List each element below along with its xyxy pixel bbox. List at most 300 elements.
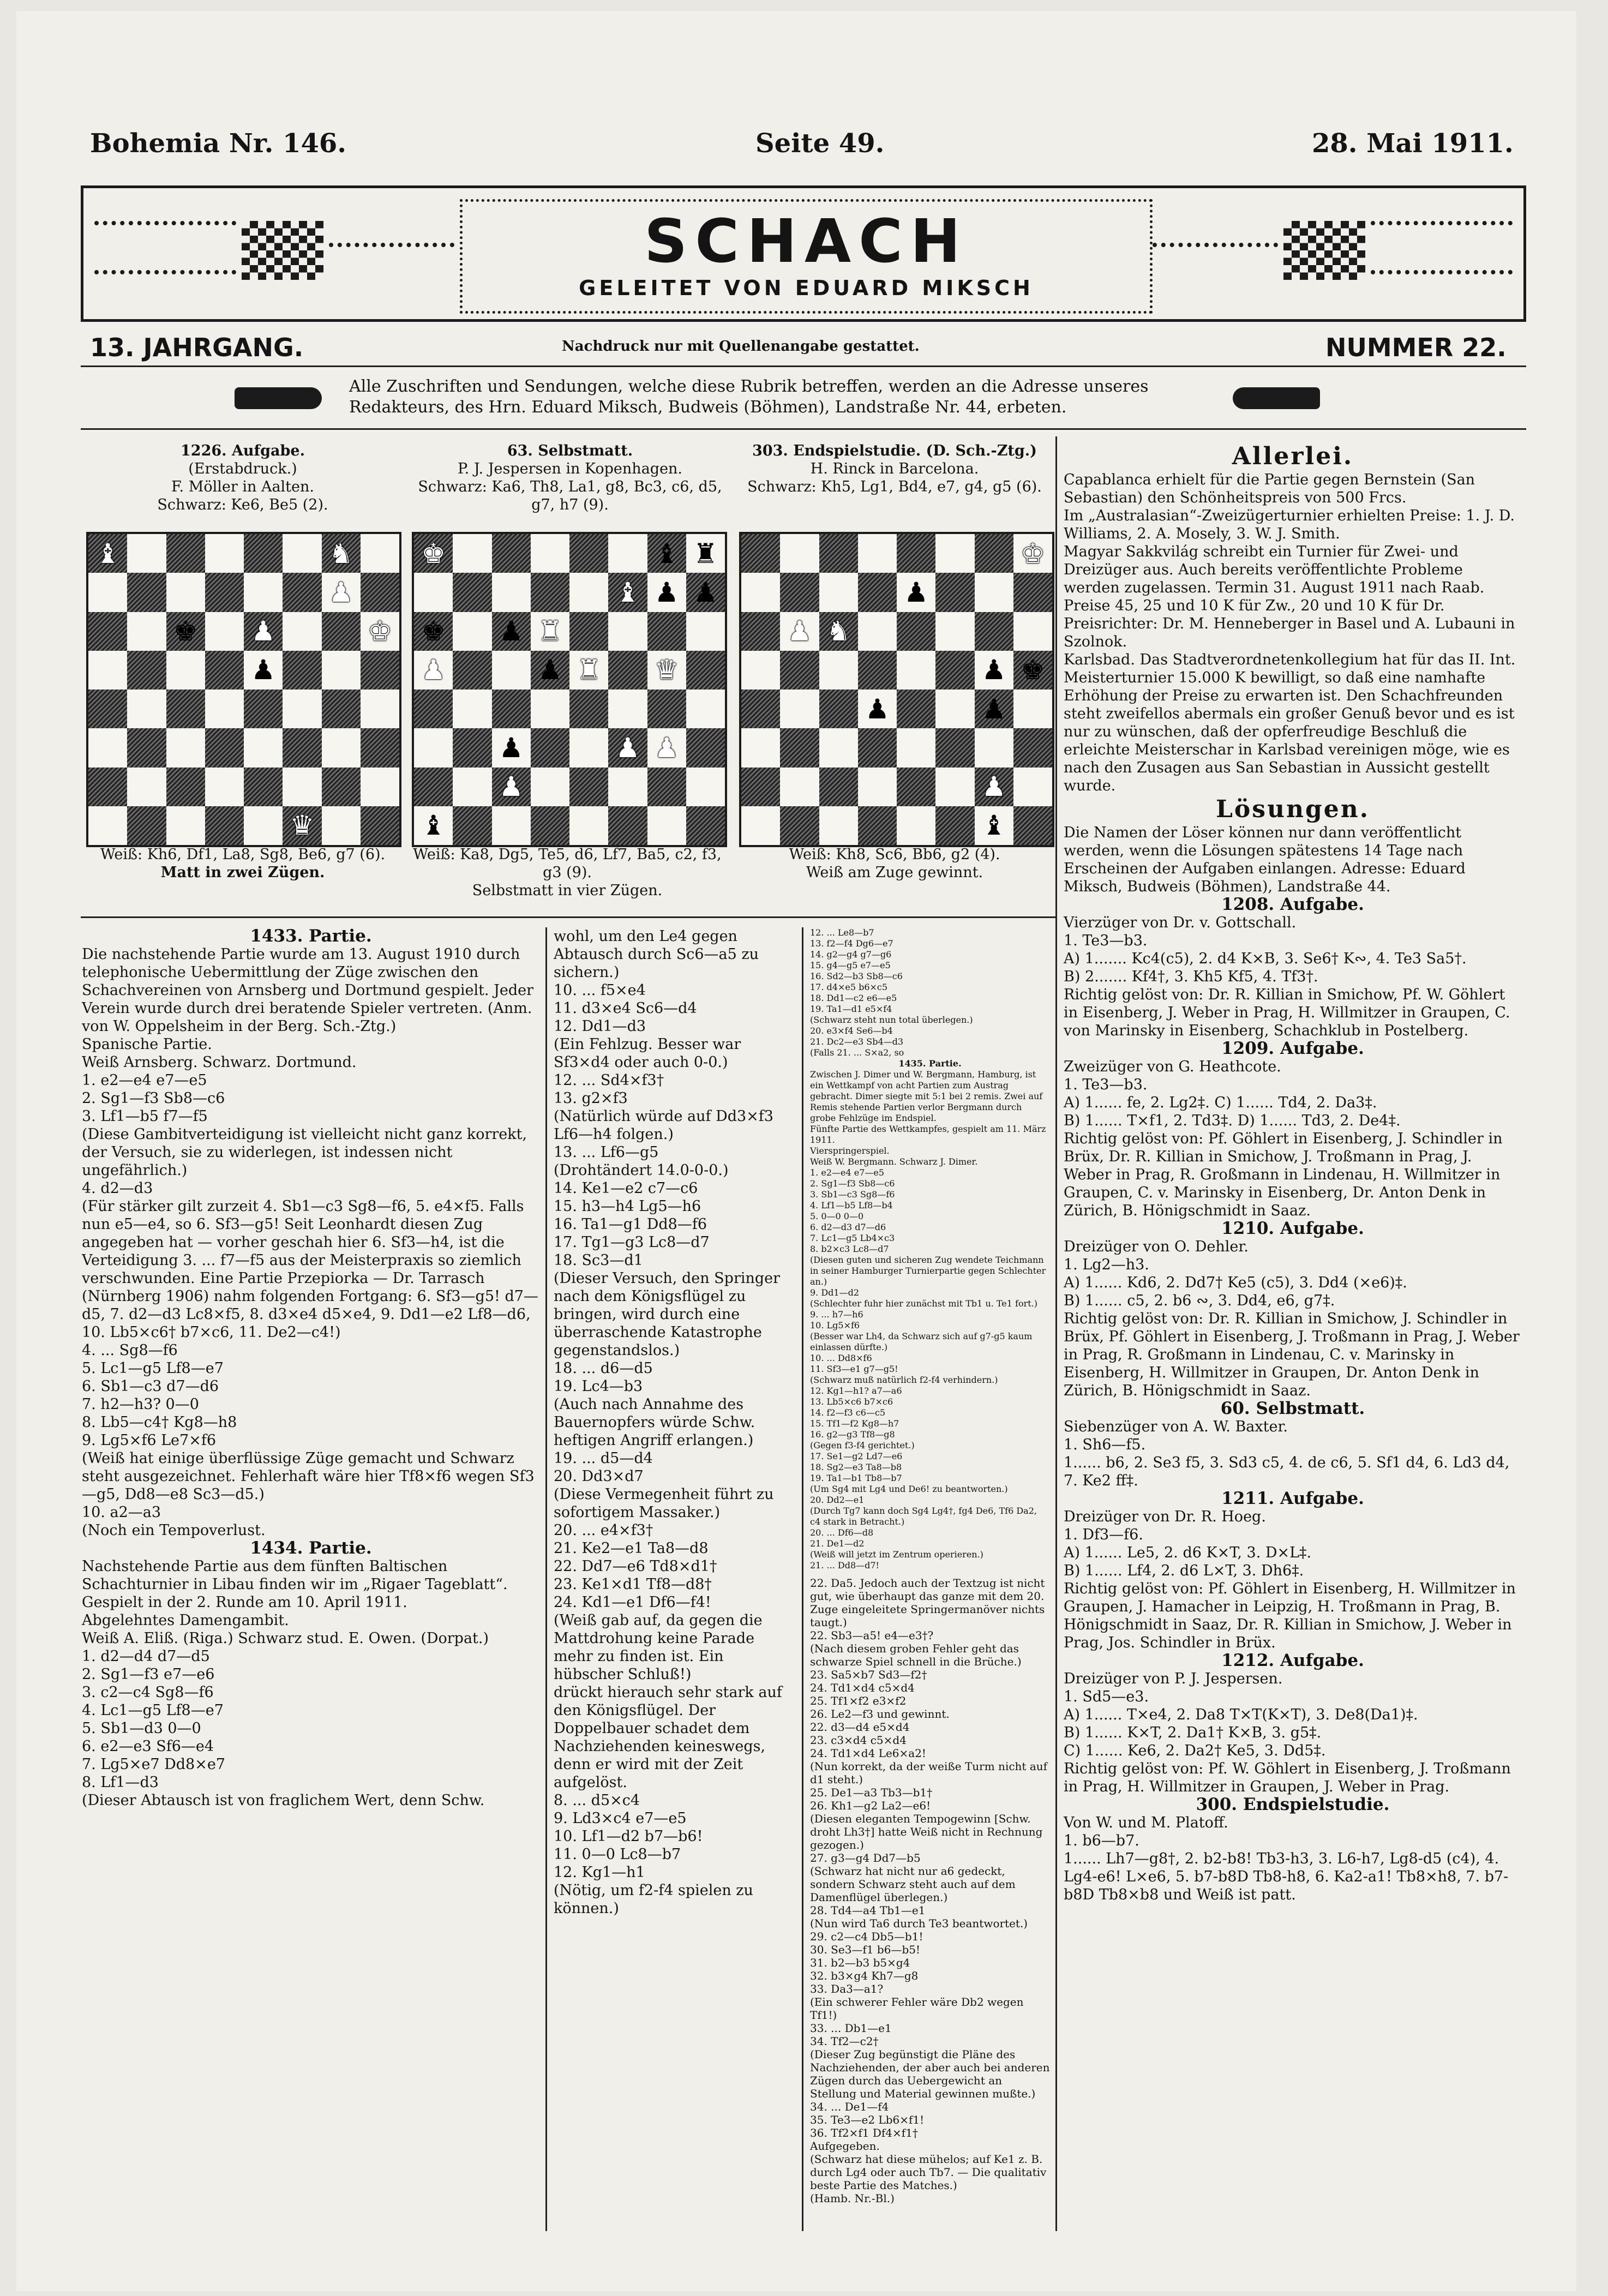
address-line-2: Redakteurs, des Hrn. Eduard Miksch, Budweis (Böhmen), Landstraße Nr. 44, erbeten. — [349, 398, 1067, 417]
board-square — [127, 806, 166, 845]
board-square — [322, 573, 361, 612]
chess-piece-icon: ♞ — [826, 615, 851, 648]
board-square — [608, 534, 647, 573]
jahrgang: 13. JAHRGANG. — [90, 333, 304, 362]
text-line: (Schwarz hat diese mühelos; auf Ke1 z. B. durch Lg4 oder auch Tb7. — Die qualitativ beste Partie des Matches.) — [810, 2153, 1047, 2192]
chess-piece-icon: ♟ — [981, 654, 1006, 686]
text-line: A) 1....... Kc4(c5), 2. d4 K×B, 3. Se6† K∾, 4. Te3 Sa5†. — [1064, 950, 1467, 967]
text-line: (Dieser Abtausch ist von fraglichem Wert, denn Schw. — [82, 1792, 485, 1809]
problem-1-footer — [76, 846, 409, 882]
board-square — [88, 612, 127, 651]
text-line: 9. Ld3×c4 e7—e5 — [554, 1810, 687, 1827]
text-line: (Diese Gambitverteidigung ist vielleicht nicht ganz korrekt, der Versuch, sie zu widerlegen, ist indessen nicht ungefährlich.) — [82, 1126, 527, 1179]
text-line: 22. d3—d4 e5×d4 — [810, 1720, 910, 1734]
text-line: 33. ... Db1—e1 — [810, 2022, 892, 2035]
text-line: 16. g2—g3 Tf8—g8 — [810, 1429, 895, 1440]
board-square — [414, 806, 453, 845]
text-line: Zwischen J. Dimer und W. Bergmann, Hamburg, ist ein Wettkampf von acht Partien zum Austrag gebracht. Dimer siegte mit 5:1 bei 2 remis. Zwei auf Remis stehende Partien verlor Bergmann durch grobe Fehlzüge im Endspiel. — [810, 1069, 1043, 1123]
banner-dots — [94, 221, 236, 225]
board-square — [127, 768, 166, 806]
text-line: B) 1...... c5, 2. b6 ∾, 3. Dd4, e6, g7‡. — [1064, 1292, 1335, 1309]
text-line: 4. Lc1—g5 Lf8—e7 — [82, 1702, 224, 1719]
text-line: 11. Sf3—e1 g7—g5! — [810, 1364, 898, 1374]
text-line: 34. Tf2—c2† — [810, 2035, 879, 2048]
text-line: 5. Lc1—g5 Lf8—e7 — [82, 1360, 224, 1377]
board-square — [608, 768, 647, 806]
board-square — [935, 534, 974, 573]
banner-dots — [329, 243, 454, 247]
chess-piece-icon: ♟ — [499, 732, 524, 764]
board-square — [780, 612, 819, 651]
text-line: (Nach diesem groben Fehler geht das schwarze Spiel schnell in die Brüche.) — [810, 1642, 1022, 1668]
text-line: B) 1...... T×f1, 2. Td3‡. D) 1...... Td3, 2. De4‡. — [1064, 1112, 1401, 1129]
board-square — [897, 768, 935, 806]
chess-diagram-1 — [86, 532, 401, 847]
chess-piece-icon: ♟ — [251, 654, 276, 686]
board-square — [322, 728, 361, 767]
text-line: B) 1...... Lf4, 2. d6 L×T, 3. Dh6‡. — [1064, 1562, 1304, 1579]
reprint-note: Nachdruck nur mit Quellenangabe gestattet. — [562, 338, 920, 355]
chess-piece-icon: ♜ — [577, 654, 602, 686]
board-square — [361, 806, 399, 845]
text-line: (Weiß hat einige überflüssige Züge gemacht und Schwarz steht ausgezeichnet. Fehlerhaft wäre hier Tf8×f6 wegen Sf3—g5, Dd8—e8 Sc3—d5.) — [82, 1450, 535, 1503]
board-square — [166, 573, 205, 612]
board-square — [780, 651, 819, 690]
board-square — [819, 651, 858, 690]
text-line: 23. Ke1×d1 Tf8—d8† — [554, 1576, 712, 1593]
board-square — [322, 806, 361, 845]
chess-piece-icon: ♟ — [499, 615, 524, 648]
board-square — [647, 690, 686, 728]
chess-piece-icon: ♟ — [693, 576, 718, 608]
board-square — [205, 651, 244, 690]
column-game-1433 — [82, 927, 540, 1809]
problem-source: (Erstabdruck.) — [188, 460, 297, 477]
board-square — [127, 573, 166, 612]
issue-number: NUMMER 22. — [1325, 333, 1507, 362]
text-line: 5. 0—0 0—0 — [810, 1211, 864, 1221]
text-line: Dreizüger von O. Dehler. — [1064, 1238, 1249, 1255]
board-square — [975, 806, 1013, 845]
board-square — [897, 573, 935, 612]
board-square — [975, 728, 1013, 767]
text-line: 13. ... Lf6—g5 — [554, 1144, 659, 1161]
chess-piece-icon: ♝ — [421, 810, 446, 842]
board-square — [166, 534, 205, 573]
text-line: 19. Ta1—b1 Tb8—b7 — [810, 1473, 902, 1483]
board-square — [780, 573, 819, 612]
board-square — [322, 690, 361, 728]
text-line: (Drohtändert 14.0-0-0.) — [554, 1162, 729, 1179]
column-game-1433-cont — [554, 927, 796, 1917]
problem-white: Weiß: Kh6, Df1, La8, Sg8, Be6, g7 (6). — [100, 846, 386, 863]
board-square — [492, 651, 531, 690]
text-line: 26. Le2—f3 und gewinnt. — [810, 1707, 950, 1720]
board-square — [361, 534, 399, 573]
text-line: 6. e2—e3 Sf6—e4 — [82, 1738, 214, 1755]
board-square — [819, 728, 858, 767]
text-line: Richtig gelöst von: Dr. R. Killian in Smichow, J. Schindler in Brüx, Pf. Göhlert in Eisenberg, J. Troßmann in Prag, J. Weber in Prag, R. Großmann in Lindenau, C. v. Marinsky in Eisenberg, H. Willmitzer in Graupen, Dr. Anton Denk in Zürich, B. Hönigschmidt in Saaz. — [1064, 1310, 1520, 1399]
board-square — [569, 806, 608, 845]
text-line: 1...... Lh7—g8†, 2. b2-b8! Tb3-h3, 3. L6-h7, Lg8-d5 (c4), 4. Lg4-e6! L×e6, 5. b7-b8D Tb8-h8, 6. Ka2-a1! Tb8×h8, 7. b7-b8D Tb8×b8 und Weiß ist patt. — [1064, 1850, 1509, 1903]
board-square — [531, 573, 569, 612]
board-square — [453, 612, 491, 651]
text-line: 1. Sh6—f5. — [1064, 1436, 1146, 1453]
board-square — [1013, 728, 1052, 767]
board-square — [244, 728, 283, 767]
board-square — [127, 651, 166, 690]
text-line: B) 1...... K×T, 2. Da1† K×B, 3. g5‡. — [1064, 1724, 1322, 1741]
text-line: Richtig gelöst von: Pf. Göhlert in Eisenberg, J. Schindler in Brüx, Dr. R. Killian in Smichow, J. Troßmann in Prag, J. Weber in Prag, R. Großmann in Lindenau, H. Willmitzer in Graupen, C. v. Marinsky in Eisenberg, Dr. Anton Denk in Zürich, B. Hönigschmidt in Saaz. — [1064, 1130, 1503, 1219]
text-line: Vierzüger von Dr. v. Gottschall. — [1064, 914, 1297, 931]
chess-piece-icon: ♛ — [290, 810, 315, 842]
text-line: (Schwarz muß natürlich f2-f4 verhindern.) — [810, 1375, 998, 1385]
board-square — [819, 806, 858, 845]
text-line: (Nun korrekt, da der weiße Turm nicht auf d1 steht.) — [810, 1760, 1048, 1786]
text-line: (Diese Vermegenheit führt zu sofortigem Massaker.) — [554, 1486, 774, 1521]
board-square — [780, 806, 819, 845]
board-square — [127, 612, 166, 651]
board-square — [819, 573, 858, 612]
board-square — [244, 612, 283, 651]
column-rule — [545, 927, 547, 2231]
text-line: Magyar Sakkvilág schreibt ein Turnier für Zwei- und Dreizüger aus. Auch bereits veröffentlichte Probleme werden zugelassen. Termin 31. August 1911 nach Raab. Preise 45, 25 und 10 K für Zw., 20 und 10 K für Dr. Preisrichter: Dr. M. Henneberger in Basel und A. Lubauni in Szolnok. — [1064, 543, 1515, 650]
chess-piece-icon: ♛ — [654, 654, 679, 686]
text-line: 19. Lc4—b3 — [554, 1378, 643, 1395]
board-square — [205, 534, 244, 573]
board-square — [322, 768, 361, 806]
chess-piece-icon: ♝ — [95, 537, 121, 569]
board-square — [741, 806, 780, 845]
text-line: Weiß A. Eliß. (Riga.) Schwarz stud. E. Owen. (Dorpat.) — [82, 1630, 489, 1647]
text-line: (Diesen eleganten Tempogewinn [Schw. droht Lh3†] hatte Weiß nicht in Rechnung gezogen.) — [810, 1812, 1043, 1851]
board-square — [492, 806, 531, 845]
text-line: 15. g4—g5 e7—e5 — [810, 960, 891, 970]
text-line: 1. Lg2—h3. — [1064, 1256, 1149, 1273]
text-line: (Natürlich würde auf Dd3×f3 Lf6—h4 folgen.) — [554, 1108, 773, 1143]
text-line: 7. h2—h3? 0—0 — [82, 1396, 199, 1413]
text-line: Weiß W. Bergmann. Schwarz J. Dimer. — [810, 1156, 978, 1167]
text-line: wohl, um den Le4 gegen Abtausch durch Sc6—a5 zu sichern.) — [554, 928, 759, 981]
text-line: Die Namen der Löser können nur dann veröffentlicht werden, wenn die Lösungen spätestens 14 Tage nach Erscheinen der Aufgaben einlangen. Adresse: Eduard Miksch, Budweis (Böhmen), Landstraße 44. — [1064, 824, 1466, 895]
text-line: Allerlei. — [1232, 442, 1354, 470]
text-line: 1. Te3—b3. — [1064, 932, 1148, 949]
text-line: 24. Td1×d4 c5×d4 — [810, 1681, 915, 1694]
board-square — [414, 728, 453, 767]
text-line: drückt hierauch sehr stark auf den Königsflügel. Der Doppelbauer schadet dem Nachziehenden keineswegs, denn er wird mit der Zeit aufgelöst. — [554, 1684, 782, 1791]
text-line: 1. b6—b7. — [1064, 1832, 1139, 1849]
board-square — [897, 690, 935, 728]
text-line: B) 2....... Kf4†, 3. Kh5 Kf5, 4. Tf3†. — [1064, 968, 1318, 985]
column-game-1435-notes — [810, 1576, 1050, 2205]
board-square — [608, 573, 647, 612]
text-line: 9. Lg5×f6 Le7×f6 — [82, 1432, 216, 1449]
address-line-1: Alle Zuschriften und Sendungen, welche diese Rubrik betreffen, werden an die Adresse unseres — [349, 377, 1149, 396]
text-line: 21. Ke2—e1 Ta8—d8 — [554, 1540, 709, 1557]
text-line: (Noch ein Tempoverlust. — [82, 1522, 266, 1539]
board-square — [741, 612, 780, 651]
problem-author: H. Rinck in Barcelona. — [810, 460, 979, 477]
column-allerlei-solutions — [1064, 442, 1522, 1904]
board-square — [647, 534, 686, 573]
text-line: 29. c2—c4 Db5—b1! — [810, 1930, 923, 1943]
text-line: 25. De1—a3 Tb3—b1† — [810, 1786, 933, 1799]
text-line: 15. Tf1—f2 Kg8—h7 — [810, 1418, 899, 1429]
chess-piece-icon: ♟ — [787, 615, 812, 648]
board-square — [975, 651, 1013, 690]
problem-1-caption — [82, 442, 404, 514]
problem-title: 303. Endspielstudie. (D. Sch.-Ztg.) — [752, 442, 1037, 459]
text-line: 23. Sa5×b7 Sd3—f2† — [810, 1668, 927, 1681]
board-square — [322, 651, 361, 690]
board-square — [780, 768, 819, 806]
chess-piece-icon: ♚ — [1020, 537, 1045, 569]
board-square — [741, 768, 780, 806]
newspaper-page — [16, 11, 1576, 2291]
banner-dots — [1371, 270, 1513, 274]
problem-title: 1226. Aufgabe. — [181, 442, 305, 459]
board-square — [975, 534, 1013, 573]
text-line: (Dieser Zug begünstigt die Pläne des Nachziehenden, der aber auch bei anderen Zügen durch das Uebergewicht an Stellung und Material gewinnen mußte.) — [810, 2048, 1050, 2100]
board-square — [935, 612, 974, 651]
board-square — [283, 728, 321, 767]
board-square — [819, 690, 858, 728]
chess-piece-icon: ♟ — [981, 771, 1006, 803]
board-square — [492, 728, 531, 767]
pointing-hand-icon — [235, 387, 322, 409]
text-line: Vierspringerspiel. — [810, 1146, 890, 1156]
board-square — [569, 612, 608, 651]
text-line: 16. Ta1—g1 Dd8—f6 — [554, 1216, 707, 1233]
text-line: (Nun wird Ta6 durch Te3 beantwortet.) — [810, 1917, 1028, 1930]
text-line: (Besser war Lh4, da Schwarz sich auf g7-g5 kaum einlassen dürfte.) — [810, 1331, 1033, 1352]
text-line: 12. Dd1—d3 — [554, 1018, 646, 1035]
text-line: (Nötig, um f2-f4 spielen zu können.) — [554, 1882, 753, 1917]
board-square — [897, 806, 935, 845]
text-line: 20. Dd3×d7 — [554, 1468, 644, 1485]
board-square — [283, 806, 321, 845]
chess-diagram-2 — [412, 532, 727, 847]
text-line: 9. ... h7—h6 — [810, 1309, 863, 1320]
chess-piece-icon: ♟ — [654, 576, 679, 608]
divider — [81, 365, 1526, 367]
text-line: 8. b2×c3 Lc8—d7 — [810, 1244, 889, 1254]
board-square — [88, 806, 127, 845]
text-line: 20. e3×f4 Se6—b4 — [810, 1026, 893, 1036]
text-line: (Schlechter fuhr hier zunächst mit Tb1 u. Te1 fort.) — [810, 1298, 1037, 1309]
chess-piece-icon: ♝ — [654, 537, 679, 569]
chess-piece-icon: ♝ — [615, 576, 640, 608]
text-line: (Schwarz hat nicht nur a6 gedeckt, sondern Schwarz steht auch auf dem Damenflügel überlegen.) — [810, 1865, 1016, 1904]
text-line: 10. a2—a3 — [82, 1504, 161, 1521]
text-line: (Auch nach Annahme des Bauernopfers würde Schw. heftigen Angriff erlangen.) — [554, 1396, 755, 1449]
board-square — [897, 612, 935, 651]
text-line: Siebenzüger von A. W. Baxter. — [1064, 1418, 1288, 1435]
text-line: 12. Kg1—h1? a7—a6 — [810, 1386, 902, 1396]
board-square — [205, 612, 244, 651]
board-square — [686, 690, 725, 728]
board-square — [686, 534, 725, 573]
text-line: 10. ... f5×e4 — [554, 982, 646, 999]
text-line: 1. Df3—f6. — [1064, 1526, 1143, 1543]
board-square — [414, 690, 453, 728]
board-square — [1013, 690, 1052, 728]
board-square — [897, 534, 935, 573]
text-line: (Dieser Versuch, den Springer nach dem Königsflügel zu bringen, wird durch eine überraschende Katastrophe gegenstandslos.) — [554, 1270, 781, 1359]
text-line: 3. Sb1—c3 Sg8—f6 — [810, 1189, 895, 1200]
chess-piece-icon: ♟ — [421, 654, 446, 686]
board-square — [205, 768, 244, 806]
chess-piece-icon: ♟ — [615, 732, 640, 764]
text-line: 16. Sd2—b3 Sb8—c6 — [810, 971, 903, 981]
problem-2-footer — [404, 846, 731, 900]
text-line: Richtig gelöst von: Pf. W. Göhlert in Eisenberg, J. Troßmann in Prag, H. Willmitzer in Graupen, J. Weber in Prag. — [1064, 1760, 1511, 1795]
text-line: 1209. Aufgabe. — [1221, 1039, 1364, 1058]
problem-stipulation: Weiß am Zuge gewinnt. — [806, 864, 983, 881]
text-line: 15. h3—h4 Lg5—h6 — [554, 1198, 701, 1215]
board-square — [166, 612, 205, 651]
board-square — [205, 690, 244, 728]
board-square — [608, 728, 647, 767]
text-line: 12. Kg1—h1 — [554, 1864, 645, 1881]
board-square — [322, 612, 361, 651]
board-square — [780, 690, 819, 728]
board-square — [569, 573, 608, 612]
board-square — [686, 573, 725, 612]
text-line: 1. Te3—b3. — [1064, 1076, 1148, 1093]
board-square — [741, 534, 780, 573]
board-square — [897, 651, 935, 690]
chess-piece-icon: ♚ — [1020, 654, 1045, 686]
board-square — [935, 806, 974, 845]
banner-checker-right — [1283, 221, 1365, 280]
text-line: (Weiß will jetzt im Zentrum operieren.) — [810, 1549, 983, 1560]
problem-stipulation: Selbstmatt in vier Zügen. — [472, 882, 663, 899]
text-line: 11. d3×e4 Sc6—d4 — [554, 1000, 697, 1017]
board-square — [531, 806, 569, 845]
text-line: 1211. Aufgabe. — [1221, 1489, 1364, 1508]
board-square — [361, 573, 399, 612]
board-square — [741, 573, 780, 612]
text-line: 18. Dd1—c2 e6—e5 — [810, 993, 897, 1003]
board-square — [858, 651, 897, 690]
board-square — [492, 573, 531, 612]
problem-stipulation: Matt in zwei Zügen. — [160, 864, 325, 881]
board-square — [858, 806, 897, 845]
board-square — [1013, 768, 1052, 806]
problem-black: Schwarz: Kh5, Lg1, Bd4, e7, g4, g5 (6). — [747, 478, 1042, 495]
board-square — [88, 534, 127, 573]
address-notice — [349, 376, 1309, 418]
text-line: (Hamb. Nr.-Bl.) — [810, 2192, 895, 2205]
board-square — [686, 612, 725, 651]
board-square — [935, 768, 974, 806]
board-square — [647, 728, 686, 767]
text-line: 22. Sb3—a5! e4—e3†? — [810, 1629, 934, 1642]
text-line: 1. d2—d4 d7—d5 — [82, 1648, 210, 1665]
text-line: 3. Lf1—b5 f7—f5 — [82, 1108, 208, 1125]
board-square — [686, 728, 725, 767]
text-line: (Gegen f3-f4 gerichtet.) — [810, 1440, 915, 1450]
text-line: (Um Sg4 mit Lg4 und De6! zu beantworten.) — [810, 1484, 1008, 1494]
board-square — [686, 768, 725, 806]
text-line: (Ein schwerer Fehler wäre Db2 wegen Tf1!) — [810, 1995, 1024, 2022]
text-line: 4. ... Sg8—f6 — [82, 1342, 178, 1359]
board-square — [531, 728, 569, 767]
board-square — [492, 768, 531, 806]
text-line: A) 1...... Kd6, 2. Dd7† Ke5 (c5), 3. Dd4 (×e6)‡. — [1064, 1274, 1407, 1291]
chess-piece-icon: ♚ — [421, 537, 446, 569]
board-square — [608, 690, 647, 728]
board-square — [283, 612, 321, 651]
board-square — [741, 651, 780, 690]
board-square — [858, 690, 897, 728]
board-square — [414, 612, 453, 651]
board-square — [741, 690, 780, 728]
text-line: 17. Se1—g2 Ld7—e6 — [810, 1451, 903, 1461]
text-line: (Diesen guten und sicheren Zug wendete Teichmann in seiner Hamburger Turnierpartie gegen Schlechter an.) — [810, 1255, 1046, 1287]
board-square — [453, 573, 491, 612]
text-line: Im „Australasian“-Zweizügerturnier erhielten Preise: 1. J. D. Williams, 2. A. Mosely, 3. W. J. Smith. — [1064, 507, 1515, 542]
text-line: Nachstehende Partie aus dem fünften Baltischen Schachturnier in Libau finden wir im „Rigaer Tageblatt“. — [82, 1558, 508, 1593]
text-line: 18. Sc3—d1 — [554, 1252, 643, 1269]
board-square — [647, 768, 686, 806]
title-box — [460, 199, 1153, 314]
board-square — [127, 534, 166, 573]
board-square — [647, 651, 686, 690]
page-title: SCHACH — [644, 206, 968, 276]
text-line: 25. Tf1×f2 e3×f2 — [810, 1694, 907, 1707]
board-square — [283, 768, 321, 806]
problem-title: 63. Selbstmatt. — [507, 442, 633, 459]
text-line: 17. d4×e5 b6×c5 — [810, 982, 888, 992]
text-line: 14. f2—f3 c6—c5 — [810, 1407, 886, 1418]
text-line: 13. Lb5×c6 b7×c6 — [810, 1396, 893, 1407]
problem-black: Schwarz: Ka6, Th8, La1, g8, Bc3, c6, d5, g7, h7 (9). — [418, 478, 722, 513]
board-square — [858, 612, 897, 651]
board-square — [935, 573, 974, 612]
column-rule — [1055, 436, 1057, 2231]
board-square — [283, 651, 321, 690]
problem-3-caption — [731, 442, 1058, 496]
text-line: 10. Lf1—d2 b7—b6! — [554, 1828, 703, 1845]
text-line: 1208. Aufgabe. — [1221, 895, 1364, 914]
board-square — [166, 806, 205, 845]
board-square — [531, 768, 569, 806]
text-line: 3. c2—c4 Sg8—f6 — [82, 1684, 214, 1701]
text-line: 27. g3—g4 Dd7—b5 — [810, 1851, 921, 1865]
text-line: 12. ... Le8—b7 — [810, 927, 874, 938]
board-square — [935, 728, 974, 767]
banner-dots — [1153, 243, 1278, 247]
text-line: 2. Sg1—f3 e7—e6 — [82, 1666, 215, 1683]
chess-piece-icon: ♟ — [654, 732, 679, 764]
text-line: Dreizüger von P. J. Jespersen. — [1064, 1670, 1283, 1687]
board-square — [1013, 534, 1052, 573]
problem-author: P. J. Jespersen in Kopenhagen. — [457, 460, 683, 477]
text-line: 6. Sb1—c3 d7—d6 — [82, 1378, 219, 1395]
board-square — [780, 534, 819, 573]
text-line: (Durch Tg7 kann doch Sg4 Lg4†, fg4 De6, Tf6 Da2, c4 stark in Betracht.) — [810, 1506, 1037, 1527]
board-square — [453, 690, 491, 728]
chess-piece-icon: ♟ — [981, 693, 1006, 725]
chess-piece-icon: ♟ — [865, 693, 890, 725]
chess-piece-icon: ♟ — [499, 771, 524, 803]
board-square — [414, 768, 453, 806]
problem-3-footer — [731, 846, 1058, 882]
text-line: 24. Td1×d4 Le6×a2! — [810, 1747, 926, 1760]
board-square — [935, 651, 974, 690]
